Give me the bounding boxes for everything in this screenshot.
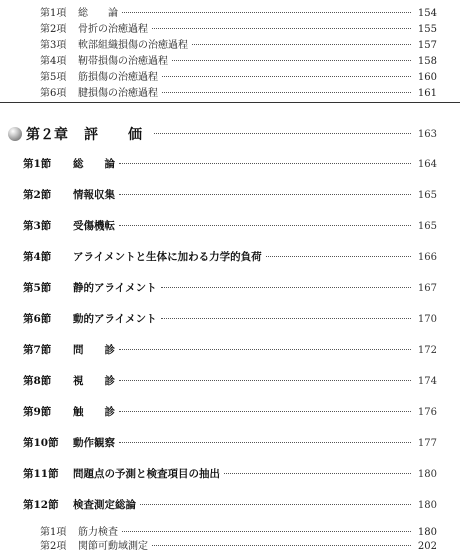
- section-page: 177: [417, 438, 437, 449]
- dot-leader: [154, 133, 411, 134]
- toc-entry[interactable]: [40, 52, 437, 66]
- section-number: 第4節: [23, 251, 52, 263]
- section-number: 第12節: [23, 499, 59, 511]
- section-number: 第6節: [23, 313, 52, 325]
- toc-entry[interactable]: [40, 36, 437, 50]
- section-title: 静的アライメント: [73, 282, 157, 294]
- dot-leader: [161, 287, 411, 288]
- entry-page: 180: [417, 527, 437, 538]
- section-number: 第3節: [23, 220, 52, 232]
- section-title: 視 診: [73, 375, 115, 387]
- dot-leader: [172, 60, 411, 61]
- section-page: 176: [417, 407, 437, 418]
- section-page: 180: [417, 500, 437, 511]
- section-title: アライメントと生体に加わる力学的負荷: [73, 251, 262, 263]
- section-page: 166: [417, 252, 437, 263]
- toc-section[interactable]: [23, 435, 437, 451]
- toc-section[interactable]: [23, 249, 437, 265]
- toc-section[interactable]: [23, 373, 437, 389]
- dot-leader: [224, 473, 411, 474]
- toc-entry[interactable]: [40, 4, 437, 18]
- section-number: 第2節: [23, 189, 52, 201]
- toc-section[interactable]: [23, 187, 437, 203]
- dot-leader: [119, 163, 411, 164]
- entry-number: 第3項: [40, 40, 67, 51]
- section-page: 174: [417, 376, 437, 387]
- dot-leader: [192, 44, 411, 45]
- dot-leader: [119, 194, 411, 195]
- entry-number: 第6項: [40, 88, 67, 99]
- dot-leader: [266, 256, 411, 257]
- entry-page: 157: [417, 40, 437, 51]
- section-page: 165: [417, 190, 437, 201]
- section-title: 検査測定総論: [73, 499, 136, 511]
- entry-title: 靭帯損傷の治癒過程: [78, 56, 168, 67]
- entry-number: 第4項: [40, 56, 67, 67]
- section-number: 第5節: [23, 282, 52, 294]
- section-page: 172: [417, 345, 437, 356]
- section-title: 受傷機転: [73, 220, 115, 232]
- entry-page: 161: [417, 88, 437, 99]
- entry-page: 202: [417, 541, 437, 552]
- chapter-number: 第２章: [26, 127, 68, 143]
- toc-section[interactable]: [23, 404, 437, 420]
- section-title: 動作観察: [73, 437, 115, 449]
- dot-leader: [119, 349, 411, 350]
- entry-title: 総 論: [78, 8, 118, 19]
- chapter-title: 評 価: [84, 127, 150, 143]
- section-number: 第11節: [23, 468, 59, 480]
- dot-leader: [161, 318, 411, 319]
- chapter-page: 163: [417, 128, 437, 140]
- dot-leader: [152, 28, 411, 29]
- entry-page: 154: [417, 8, 437, 19]
- toc-entry[interactable]: [40, 537, 437, 551]
- dot-leader: [119, 225, 411, 226]
- toc-entry[interactable]: [40, 84, 437, 98]
- entry-title: 軟部組織損傷の治癒過程: [78, 40, 188, 51]
- dot-leader: [162, 92, 411, 93]
- section-page: 170: [417, 314, 437, 325]
- entry-title: 骨折の治癒過程: [78, 24, 148, 35]
- entry-page: 160: [417, 72, 437, 83]
- section-number: 第10節: [23, 437, 59, 449]
- entry-number: 第5項: [40, 72, 67, 83]
- section-number: 第1節: [23, 158, 52, 170]
- entry-page: 158: [417, 56, 437, 67]
- section-title: 動的アライメント: [73, 313, 157, 325]
- section-title: 触 診: [73, 406, 115, 418]
- section-number: 第9節: [23, 406, 52, 418]
- toc-entry[interactable]: [40, 523, 437, 537]
- entry-title: 関節可動域測定: [78, 541, 148, 552]
- section-number: 第8節: [23, 375, 52, 387]
- bullet-sphere-icon: [8, 127, 22, 141]
- dot-leader: [119, 380, 411, 381]
- section-title: 問題点の予測と検査項目の抽出: [73, 468, 220, 480]
- entry-title: 腱損傷の治癒過程: [78, 88, 158, 99]
- dot-leader: [162, 76, 411, 77]
- toc-section[interactable]: [23, 218, 437, 234]
- section-number: 第7節: [23, 344, 52, 356]
- section-page: 164: [417, 159, 437, 170]
- section-page: 167: [417, 283, 437, 294]
- dot-leader: [140, 504, 411, 505]
- toc-section[interactable]: [23, 156, 437, 172]
- toc-entry[interactable]: [40, 20, 437, 34]
- section-title: 問 診: [73, 344, 115, 356]
- entry-page: 155: [417, 24, 437, 35]
- toc-entry[interactable]: [40, 68, 437, 82]
- section-title: 総 論: [73, 158, 115, 170]
- section-title: 情報収集: [73, 189, 115, 201]
- toc-section[interactable]: [23, 497, 437, 513]
- section-page: 180: [417, 469, 437, 480]
- dot-leader: [119, 442, 411, 443]
- dot-leader: [119, 411, 411, 412]
- toc-section[interactable]: [23, 311, 437, 327]
- entry-number: 第1項: [40, 527, 67, 538]
- entry-number: 第1項: [40, 8, 67, 19]
- entry-title: 筋損傷の治癒過程: [78, 72, 158, 83]
- entry-title: 筋力検査: [78, 527, 118, 538]
- entry-number: 第2項: [40, 24, 67, 35]
- toc-section[interactable]: [23, 466, 437, 482]
- entry-number: 第2項: [40, 541, 67, 552]
- dot-leader: [122, 12, 411, 13]
- toc-section[interactable]: [23, 342, 437, 358]
- dot-leader: [122, 531, 411, 532]
- section-page: 165: [417, 221, 437, 232]
- chapter-heading[interactable]: [8, 124, 437, 144]
- dot-leader: [152, 545, 411, 546]
- toc-section[interactable]: [23, 280, 437, 296]
